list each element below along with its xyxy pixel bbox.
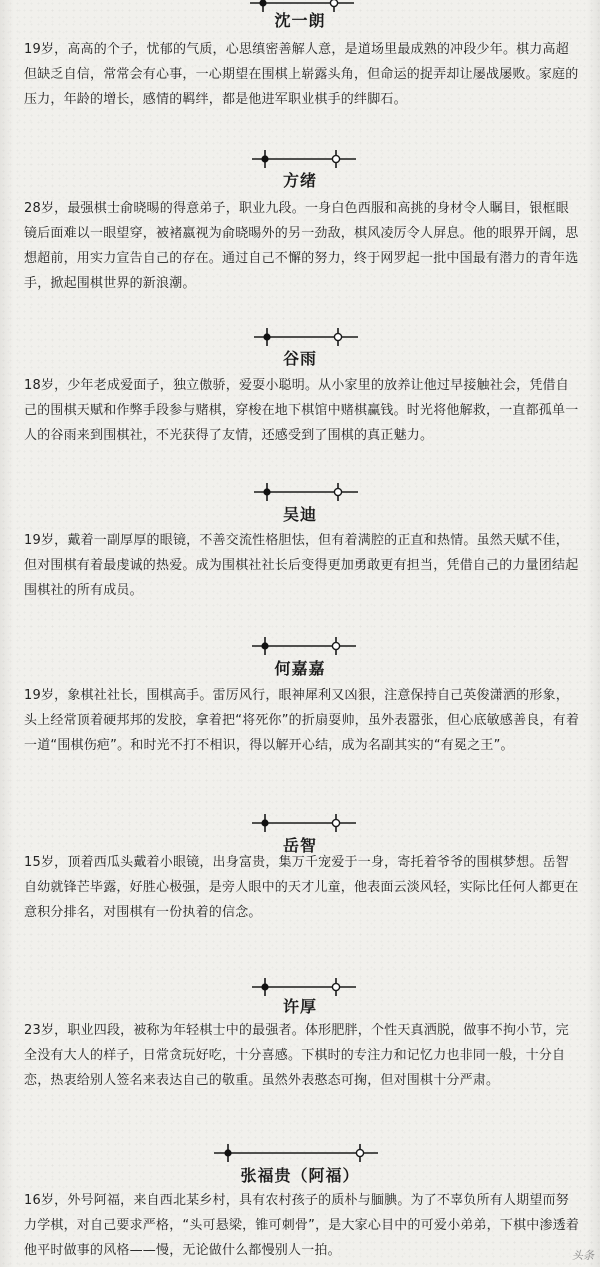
stone-divider-icon xyxy=(250,150,360,168)
character-description: 23岁，职业四段，被称为年轻棋士中的最强者。体形肥胖，个性天真洒脱，做事不拘小节，完全没有大人的样子，日常贪玩好吃，十分喜感。下棋时的专注力和记忆力也非同一般，十分自恋，热衷给别人签名来表达自己的敬重。虽然外表憨态可掬，但对围棋十分严肃。 xyxy=(24,1023,569,1088)
character-name: 许厚 xyxy=(282,997,317,1016)
character-name: 岳智 xyxy=(282,836,317,855)
character-name: 谷雨 xyxy=(282,349,317,368)
character-description: 19岁，戴着一副厚厚的眼镜，不善交流性格胆怯，但有着满腔的正直和热情。虽然天赋不佳，但对围棋有着最虔诚的热爱。成为围棋社社长后变得更加勇敢更有担当，凭借自己的力量团结起围棋社的所有成员。 xyxy=(24,533,579,598)
character-name: 何嘉嘉 xyxy=(274,659,326,678)
stone-divider-icon xyxy=(252,328,362,346)
character-name: 方绪 xyxy=(282,171,317,190)
stone-divider-icon xyxy=(250,814,360,832)
stone-divider-icon xyxy=(212,1144,382,1162)
character-description: 28岁，最强棋士俞晓晹的得意弟子，职业九段。一身白色西服和高挑的身材令人瞩目，银框眼镜后面难以一眼望穿，被褚嬴视为俞晓晹外的另一劲敌，棋风凌厉令人屏息。他的眼界开阔，思想超前，用实力宣告自己的存在。通过自己不懈的努力，终于网罗起一批中国最有潜力的青年选手，掀起围棋世界的新浪潮。 xyxy=(24,201,579,291)
character-name: 张福贵（阿福） xyxy=(240,1166,360,1185)
character-description: 19岁，高高的个子，忧郁的气质，心思缜密善解人意，是道场里最成熟的冲段少年。棋力高超但缺乏自信，常常会有心事，一心期望在围棋上崭露头角，但命运的捉弄却让屡战屡败。家庭的压力，年龄的增长，感情的羁绊，都是他进军职业棋手的绊脚石。 xyxy=(24,42,579,107)
character-description: 15岁，顶着西瓜头戴着小眼镜，出身富贵，集万千宠爱于一身，寄托着爷爷的围棋梦想。岳智自幼就锋芒毕露，好胜心极强，是旁人眼中的天才儿童，他表面云淡风轻，实际比任何人都更在意积分排名，对围棋有一份执着的信念。 xyxy=(24,855,579,920)
character-description: 18岁，少年老成爱面子，独立傲骄，爱耍小聪明。从小家里的放养让他过早接触社会，凭借自己的围棋天赋和作弊手段参与赌棋，穿梭在地下棋馆中赌棋赢钱。时光将他解救，一直都孤单一人的谷雨来到围棋社，不光获得了友情，还感受到了围棋的真正魅力。 xyxy=(24,378,579,443)
character-name: 沈一朗 xyxy=(274,11,326,30)
character-name: 吴迪 xyxy=(282,505,317,524)
character-description: 16岁，外号阿福，来自西北某乡村，具有农村孩子的质朴与腼腆。为了不辜负所有人期望而努力学棋，对自己要求严格，“头可悬梁，锥可刺骨”，是大家心目中的可爱小弟弟，下棋中渗透着他平时做事的风格——慢，无论做什么都慢别人一拍。 xyxy=(24,1193,580,1258)
character-description: 19岁，象棋社社长，围棋高手。雷厉风行，眼神犀利又凶狠，注意保持自己英俊潇洒的形象，头上经常顶着硬邦邦的发胶，拿着把“将死你”的折扇耍帅，虽外表嚣张，但心底敏感善良，有着一道“围棋伤疤”。和时光不打不相识，得以解开心结，成为名副其实的“有冕之王”。 xyxy=(24,688,580,753)
stone-divider-icon xyxy=(250,637,360,655)
watermark-label: 头条 xyxy=(572,1249,594,1262)
stone-divider-icon xyxy=(252,483,362,501)
